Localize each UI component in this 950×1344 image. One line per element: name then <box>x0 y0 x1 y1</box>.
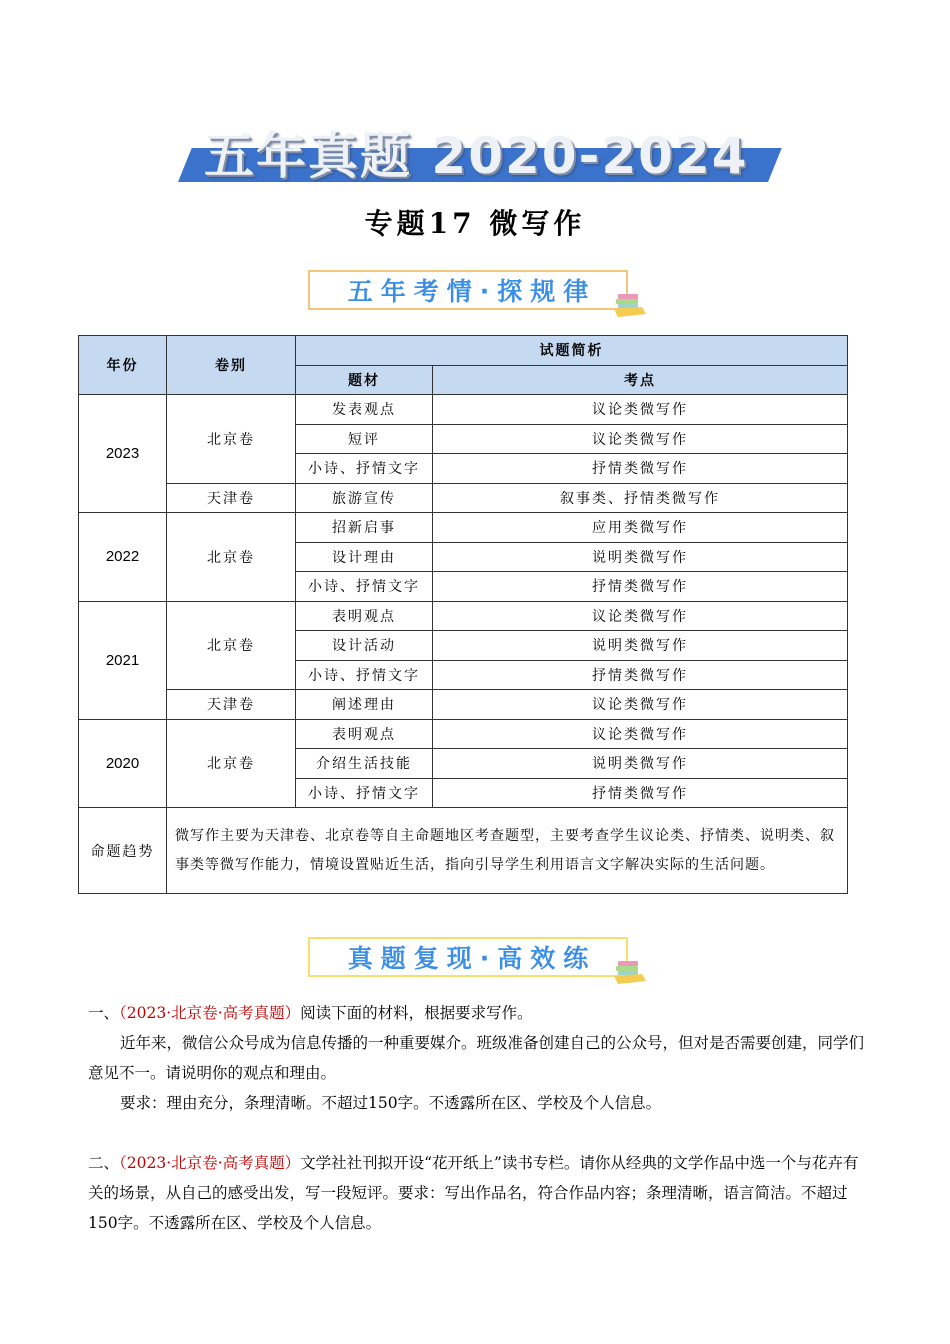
year-cell: 2020 <box>79 719 167 808</box>
material-cell: 小诗、抒情文字 <box>296 454 433 484</box>
point-cell: 议论类微写作 <box>433 601 848 631</box>
material-cell: 小诗、抒情文字 <box>296 572 433 602</box>
books-icon <box>612 292 648 318</box>
question-2-stem <box>88 1148 868 1238</box>
table-row <box>79 690 848 720</box>
paper-cell: 天津卷 <box>167 483 296 513</box>
point-cell: 说明类微写作 <box>433 749 848 779</box>
paper-cell: 天津卷 <box>167 690 296 720</box>
banner-title: 五年真题 2020-2024 <box>204 127 749 185</box>
point-cell: 抒情类微写作 <box>433 454 848 484</box>
table-row <box>79 513 848 543</box>
material-cell: 阐述理由 <box>296 690 433 720</box>
paper-cell: 北京卷 <box>167 719 296 808</box>
year-cell: 2021 <box>79 601 167 719</box>
material-cell: 招新启事 <box>296 513 433 543</box>
material-cell: 发表观点 <box>296 395 433 425</box>
question-material: 近年来，微信公众号成为信息传播的一种重要媒介。班级准备创建自己的公众号，但对是否需要创建，同学们意见不一。请说明你的观点和理由。 <box>88 1034 865 1082</box>
point-cell: 议论类微写作 <box>433 719 848 749</box>
header-point: 考点 <box>433 365 848 395</box>
section-label: 真题复现·高效练 <box>347 944 597 973</box>
point-cell: 议论类微写作 <box>433 424 848 454</box>
header-material: 题材 <box>296 365 433 395</box>
trend-label: 命题趋势 <box>79 808 167 894</box>
exam-analysis-table <box>78 335 848 894</box>
books-icon <box>612 959 648 985</box>
question-1 <box>88 998 868 1118</box>
material-cell: 介绍生活技能 <box>296 749 433 779</box>
point-cell: 说明类微写作 <box>433 631 848 661</box>
point-cell: 抒情类微写作 <box>433 778 848 808</box>
question-prompt: 文学社社刊拟开设“花开纸上”读书专栏。请你从经典的文学作品中选一个与花卉有关的场景，从自己的感受出发，写一段短评。要求：写出作品名，符合作品内容；条理清晰，语言简洁。不超过150字。不透露所在区、学校及个人信息。 <box>88 1154 859 1232</box>
section-label: 五年考情·探规律 <box>347 277 597 306</box>
material-cell: 小诗、抒情文字 <box>296 778 433 808</box>
material-cell: 设计理由 <box>296 542 433 572</box>
point-cell: 应用类微写作 <box>433 513 848 543</box>
table-row <box>79 601 848 631</box>
question-source: （2023·北京卷·高考真题） <box>119 1004 301 1022</box>
question-1-stem <box>88 998 868 1028</box>
header-paper: 卷别 <box>167 336 296 395</box>
subject-title: 专题17 微写作 <box>364 207 586 240</box>
trend-text: 微写作主要为天津卷、北京卷等自主命题地区考查题型，主要考查学生议论类、抒情类、说明类、叙事类等微写作能力，情境设置贴近生活，指向引导学生利用语言文字解决实际的生活问题。 <box>167 808 848 894</box>
question-source: （2023·北京卷·高考真题） <box>119 1154 301 1172</box>
top-banner <box>178 118 772 184</box>
material-cell: 短评 <box>296 424 433 454</box>
table-row <box>79 483 848 513</box>
header-analysis: 试题简析 <box>296 336 848 366</box>
point-cell: 说明类微写作 <box>433 542 848 572</box>
material-cell: 旅游宣传 <box>296 483 433 513</box>
point-cell: 叙事类、抒情类微写作 <box>433 483 848 513</box>
year-cell: 2023 <box>79 395 167 513</box>
question-number: 一、 <box>88 1004 120 1022</box>
header-year: 年份 <box>79 336 167 395</box>
question-requirement: 要求：理由充分，条理清晰。不超过150字。不透露所在区、学校及个人信息。 <box>120 1094 662 1112</box>
material-cell: 设计活动 <box>296 631 433 661</box>
table-row <box>79 719 848 749</box>
point-cell: 抒情类微写作 <box>433 660 848 690</box>
point-cell: 抒情类微写作 <box>433 572 848 602</box>
material-cell: 表明观点 <box>296 601 433 631</box>
material-cell: 表明观点 <box>296 719 433 749</box>
point-cell: 议论类微写作 <box>433 395 848 425</box>
material-cell: 小诗、抒情文字 <box>296 660 433 690</box>
question-2 <box>88 1148 868 1238</box>
paper-cell: 北京卷 <box>167 395 296 484</box>
section-banner-trends <box>308 270 628 310</box>
paper-cell: 北京卷 <box>167 601 296 690</box>
paper-cell: 北京卷 <box>167 513 296 602</box>
question-number: 二、 <box>88 1154 120 1172</box>
point-cell: 议论类微写作 <box>433 690 848 720</box>
trend-row <box>79 808 848 894</box>
question-prompt: 阅读下面的材料，根据要求写作。 <box>300 1004 533 1022</box>
table-row <box>79 395 848 425</box>
year-cell: 2022 <box>79 513 167 602</box>
section-banner-practice <box>308 937 628 977</box>
